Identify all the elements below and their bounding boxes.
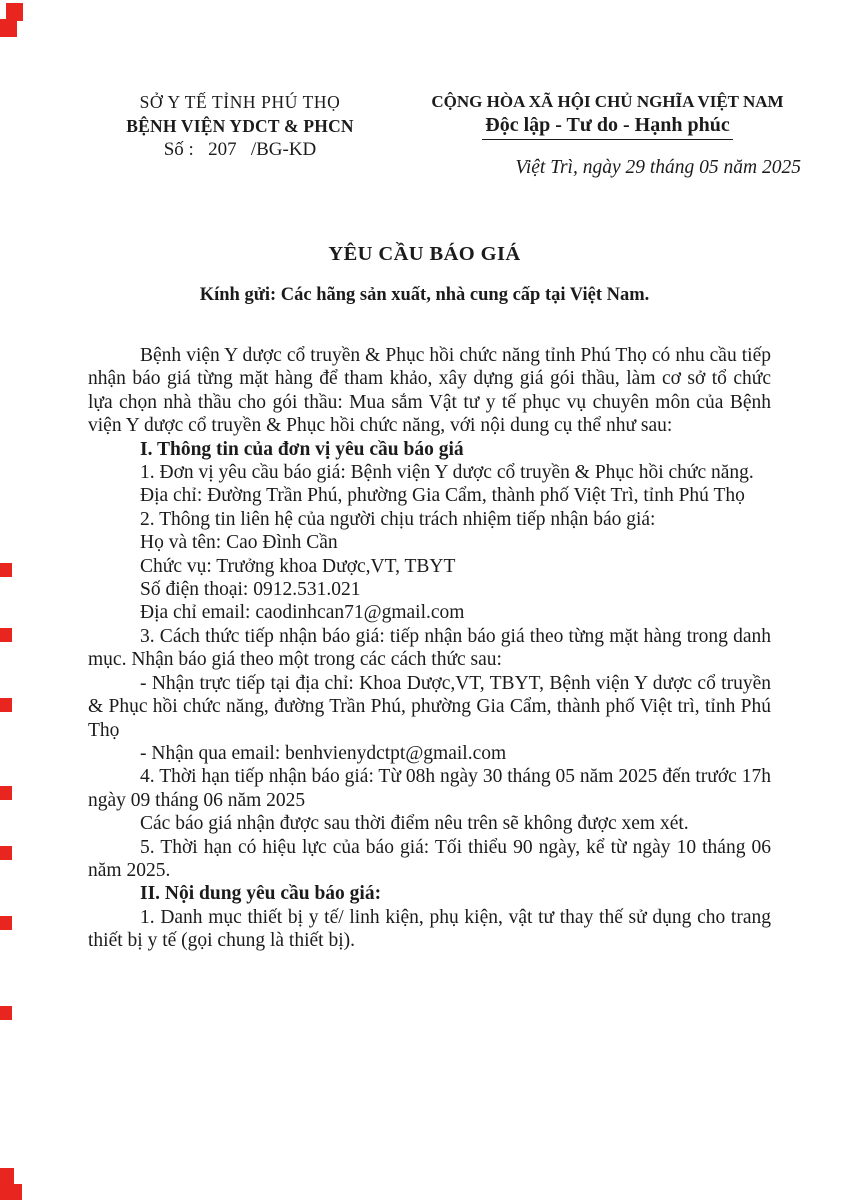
paragraph-intro: Bệnh viện Y dược cổ truyền & Phục hồi chức năng tỉnh Phú Thọ có nhu cầu tiếp nhận báo giá từng mặt hàng để tham khảo, xây dựng giá gói thầu, làm cơ sở tổ chức lựa chọn nhà thầu cho gói thầu: Mua sắm Vật tư y tế phục vụ chuyên môn của Bệnh viện Y dược cổ truyền & Phục hồi chức năng, với nội dung cụ thể như sau: xyxy=(88,345,771,437)
country-title: CỘNG HÒA XÃ HỘI CHỦ NGHĨA VIỆT NAM xyxy=(431,92,784,111)
paragraph-equipment-list: 1. Danh mục thiết bị y tế/ linh kiện, phụ kiện, vật tư thay thế sử dụng cho trang thiết bị y tế (gọi chung là thiết bị). xyxy=(88,906,771,952)
paragraph-contact-name: Họ và tên: Cao Đình Cần xyxy=(140,532,338,554)
national-motto: Độc lập - Tư do - Hạnh phúc xyxy=(482,113,732,140)
section-heading-1: I. Thông tin của đơn vị yêu cầu báo giá xyxy=(140,438,464,460)
paragraph-deadline: 4. Thời hạn tiếp nhận báo giá: Từ 08h ngày 30 tháng 05 năm 2025 đến trước 17h ngày 09 tháng 06 năm 2025 xyxy=(88,766,771,811)
scan-artifact-mark xyxy=(0,1006,12,1020)
agency-name: BỆNH VIỆN YDCT & PHCN xyxy=(126,116,354,136)
paragraph-receive-email: - Nhận qua email: benhvienydctpt@gmail.com xyxy=(140,742,507,764)
scan-artifact-mark xyxy=(0,846,12,860)
paragraph-receive-direct: - Nhận trực tiếp tại địa chỉ: Khoa Dược,VT, TBYT, Bệnh viện Y dược cổ truyền & Phục hồi chức năng, đường Trần Phú, phường Gia Cẩm, thành phố Việt trì, tỉnh Phú Thọ xyxy=(88,672,771,741)
document-body xyxy=(88,344,771,953)
scan-artifact-mark xyxy=(0,563,12,577)
paragraph-validity: 5. Thời hạn có hiệu lực của báo giá: Tối thiểu 90 ngày, kể từ ngày 10 tháng 06 năm 2025. xyxy=(88,836,771,881)
paragraph-contact-phone: Số điện thoại: 0912.531.021 xyxy=(140,579,361,601)
scan-artifact-mark xyxy=(0,1168,14,1184)
paragraph-receive-method: 3. Cách thức tiếp nhận báo giá: tiếp nhận báo giá theo từng mặt hàng trong danh mục. Nhận báo giá theo một trong các cách thức sau: xyxy=(88,625,771,671)
paragraph-address: Địa chỉ: Đường Trần Phú, phường Gia Cẩm, thành phố Việt Trì, tỉnh Phú Thọ xyxy=(140,485,745,507)
document-addressee: Kính gửi: Các hãng sản xuất, nhà cung cấp tại Việt Nam. xyxy=(199,285,650,305)
paragraph-late-note: Các báo giá nhận được sau thời điểm nêu trên sẽ không được xem xét. xyxy=(140,813,689,835)
paragraph-contact-position: Chức vụ: Trưởng khoa Dược,VT, TBYT xyxy=(140,555,456,577)
scan-artifact-mark xyxy=(0,628,12,642)
paragraph-contact-email: Địa chỉ email: caodinhcan71@gmail.com xyxy=(140,602,465,624)
scan-artifact-mark xyxy=(0,786,12,800)
title-block xyxy=(0,240,849,308)
document-title: YÊU CẦU BÁO GIÁ xyxy=(328,243,521,265)
scan-artifact-mark xyxy=(0,916,12,930)
paragraph-requesting-unit: 1. Đơn vị yêu cầu báo giá: Bệnh viện Y dược cổ truyền & Phục hồi chức năng. xyxy=(140,462,754,484)
scan-artifact-mark xyxy=(0,19,17,37)
document-number: Số : 207 /BG-KD xyxy=(163,139,317,160)
paragraph-contact-intro: 2. Thông tin liên hệ của người chịu trách nhiệm tiếp nhận báo giá: xyxy=(140,508,656,530)
place-date-line: Việt Trì, ngày 29 tháng 05 năm 2025 xyxy=(515,157,801,178)
section-heading-2: II. Nội dung yêu cầu báo giá: xyxy=(140,883,382,905)
scan-artifact-mark xyxy=(0,1184,22,1200)
document-header xyxy=(0,90,849,180)
national-motto-block xyxy=(410,90,805,180)
agency-parent-name: SỞ Y TẾ TỈNH PHÚ THỌ xyxy=(139,92,341,112)
issuing-agency-block xyxy=(70,90,410,162)
scan-artifact-mark xyxy=(0,698,12,712)
